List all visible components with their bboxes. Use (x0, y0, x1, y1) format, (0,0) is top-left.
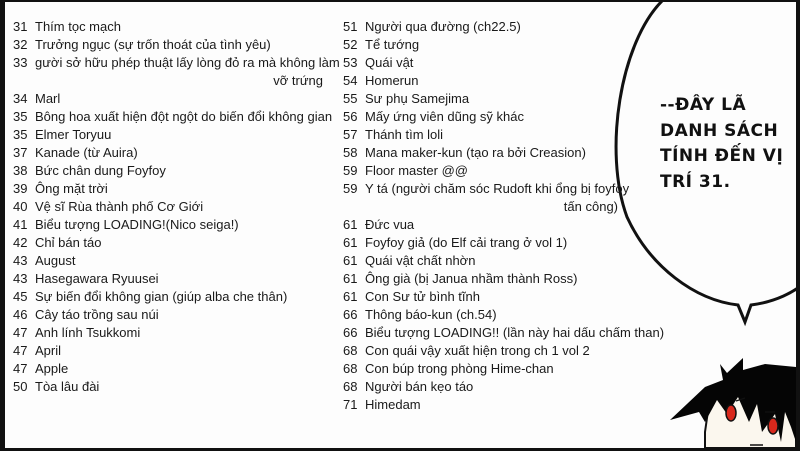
rank-number: 46 (13, 307, 28, 322)
character-name: Thím tọc mạch (35, 19, 121, 34)
list-item (13, 162, 343, 180)
rank-number: 61 (343, 289, 358, 304)
character-name: Tòa lâu đài (35, 379, 100, 394)
bubble-line: TRÍ 31. (660, 171, 731, 192)
character-name: Homerun (365, 73, 419, 88)
character-name: Ông mặt trời (35, 181, 108, 196)
character-name: Người qua đường (ch22.5) (365, 19, 521, 34)
rank-number: 61 (343, 253, 358, 268)
rank-number: 42 (13, 235, 28, 250)
rank-number: 39 (13, 181, 28, 196)
rank-number: 47 (13, 325, 28, 340)
list-item (343, 252, 643, 270)
rank-number: 50 (13, 379, 28, 394)
rank-number: 43 (13, 253, 28, 268)
list-item (343, 396, 643, 414)
character-name: Y tá (người chăm sóc Rudoft khi ổng bị foyfoy (365, 181, 630, 196)
character-name: Sự biến đổi không gian (giúp alba che thân) (35, 289, 288, 304)
bubble-line: DANH SÁCH (660, 120, 779, 141)
rank-number: 68 (343, 361, 358, 376)
rank-number: 35 (13, 109, 28, 124)
character-name: Con búp trong phòng Hime-chan (365, 361, 554, 376)
manga-panel (5, 2, 796, 448)
rank-number: 68 (343, 379, 358, 394)
character-name-continuation: tấn công) (563, 199, 618, 214)
rank-number: 52 (343, 37, 358, 52)
rank-number: 66 (343, 307, 358, 322)
list-item (343, 126, 643, 144)
list-item (13, 180, 343, 198)
character-name-continuation: vỡ trứng (273, 73, 323, 88)
list-item (343, 342, 643, 360)
rank-number: 34 (13, 91, 28, 106)
list-item (343, 162, 643, 180)
list-item (343, 54, 643, 72)
bubble-line: TÍNH ĐẾN VỊ (660, 146, 784, 166)
rank-number: 56 (343, 109, 358, 124)
character-name: Foyfoy giả (do Elf cải trang ở vol 1) (365, 235, 568, 250)
rank-number: 61 (343, 235, 358, 250)
rank-number: 57 (343, 127, 358, 142)
rank-number: 61 (343, 271, 358, 286)
list-item (13, 108, 343, 126)
character-list-left (13, 18, 343, 396)
list-item (343, 288, 643, 306)
list-item (13, 288, 343, 306)
list-item (13, 198, 343, 216)
character-name: Kanade (từ Auira) (35, 145, 138, 160)
list-item (343, 72, 643, 90)
character-name: Bông hoa xuất hiện đột ngột do biến đổi không gian (35, 109, 333, 124)
list-item (343, 108, 643, 126)
rank-number: 32 (13, 37, 28, 52)
list-item (13, 216, 343, 234)
character-name: Quái vật (365, 55, 414, 70)
rank-number: 53 (343, 55, 358, 70)
character-name: Ông già (bị Janua nhầm thành Ross) (365, 271, 578, 286)
character-name: Mấy ứng viên dũng sỹ khác (365, 109, 525, 124)
list-item (343, 324, 665, 342)
rank-number: 31 (13, 19, 28, 34)
list-item (13, 126, 343, 144)
list-item (13, 342, 343, 360)
character-name: Tể tướng (365, 37, 420, 52)
character-name: Hasegawara Ryuusei (35, 271, 159, 286)
rank-number: 33 (13, 55, 28, 70)
rank-number: 40 (13, 199, 28, 214)
list-item (343, 270, 643, 288)
character-name: Biểu tượng LOADING!(Nico seiga!) (35, 217, 239, 232)
rank-number: 51 (343, 19, 358, 34)
character-name: Mana maker-kun (tạo ra bởi Creasion) (365, 145, 586, 160)
list-item (13, 306, 343, 324)
character-name: Apple (35, 361, 69, 376)
list-item (13, 234, 343, 252)
character-name: August (35, 253, 76, 268)
rank-number: 47 (13, 361, 28, 376)
list-item (343, 234, 643, 252)
rank-number: 55 (343, 91, 358, 106)
speech-bubble-text (660, 93, 796, 195)
character-name: Sư phụ Samejima (365, 91, 470, 106)
list-item (13, 18, 343, 36)
list-item (343, 180, 643, 198)
character-name: Con Sư tử bình tĩnh (365, 289, 480, 304)
character-name: Marl (35, 91, 61, 106)
rank-number: 47 (13, 343, 28, 358)
character-name: Biểu tượng LOADING!! (lần này hai dấu chấm than) (365, 325, 665, 340)
character-name: Người bán kẹo táo (365, 379, 474, 394)
rank-number: 38 (13, 163, 28, 178)
rank-number: 54 (343, 73, 358, 88)
list-item (343, 144, 643, 162)
character-name: Đức vua (365, 217, 415, 232)
list-item (13, 324, 343, 342)
character-name: Con quái vậy xuất hiện trong ch 1 vol 2 (365, 343, 590, 358)
list-item (343, 18, 643, 36)
character-name: Anh lính Tsukkomi (35, 325, 141, 340)
character-name: Himedam (365, 397, 421, 412)
list-item (13, 36, 343, 54)
list-item (13, 54, 343, 72)
list-item (13, 90, 343, 108)
rank-number: 35 (13, 127, 28, 142)
rank-number: 59 (343, 181, 358, 196)
character-name: Elmer Toryuu (35, 127, 112, 142)
character-list-right (343, 18, 665, 414)
rank-number: 61 (343, 217, 358, 232)
list-item (13, 270, 343, 288)
character-name: Vệ sĩ Rùa thành phố Cơ Giới (35, 199, 204, 214)
character-name: Chỉ bán táo (35, 235, 102, 250)
list-item (343, 378, 643, 396)
character-name: Thánh tìm loli (365, 127, 444, 142)
character-name: Quái vật chất nhờn (365, 253, 476, 268)
character-name: April (35, 343, 62, 358)
character-name: gười sở hữu phép thuật lấy lòng đỏ ra mà không làm (35, 55, 340, 70)
rank-number: 45 (13, 289, 28, 304)
list-item (343, 90, 643, 108)
list-item (13, 144, 343, 162)
list-item (343, 306, 643, 324)
rank-number: 68 (343, 343, 358, 358)
character-name: Cây táo trồng sau núi (35, 307, 159, 322)
rank-number: 41 (13, 217, 28, 232)
list-item (13, 252, 343, 270)
bubble-line: --ĐÂY LÃ (660, 95, 747, 115)
character-name: Bức chân dung Foyfoy (35, 163, 166, 178)
character-name: Trưởng ngục (sự trốn thoát của tình yêu) (35, 37, 271, 52)
list-item (13, 378, 343, 396)
list-item (343, 36, 643, 54)
rank-number: 66 (343, 325, 358, 340)
character-name: Thông báo-kun (ch.54) (365, 307, 497, 322)
rank-number: 58 (343, 145, 358, 160)
list-item (343, 360, 643, 378)
rank-number: 71 (343, 397, 358, 412)
character-name: Floor master @@ (365, 163, 468, 178)
list-item (343, 216, 643, 234)
rank-number: 59 (343, 163, 358, 178)
rank-number: 43 (13, 271, 28, 286)
list-item (13, 360, 343, 378)
rank-number: 37 (13, 145, 28, 160)
